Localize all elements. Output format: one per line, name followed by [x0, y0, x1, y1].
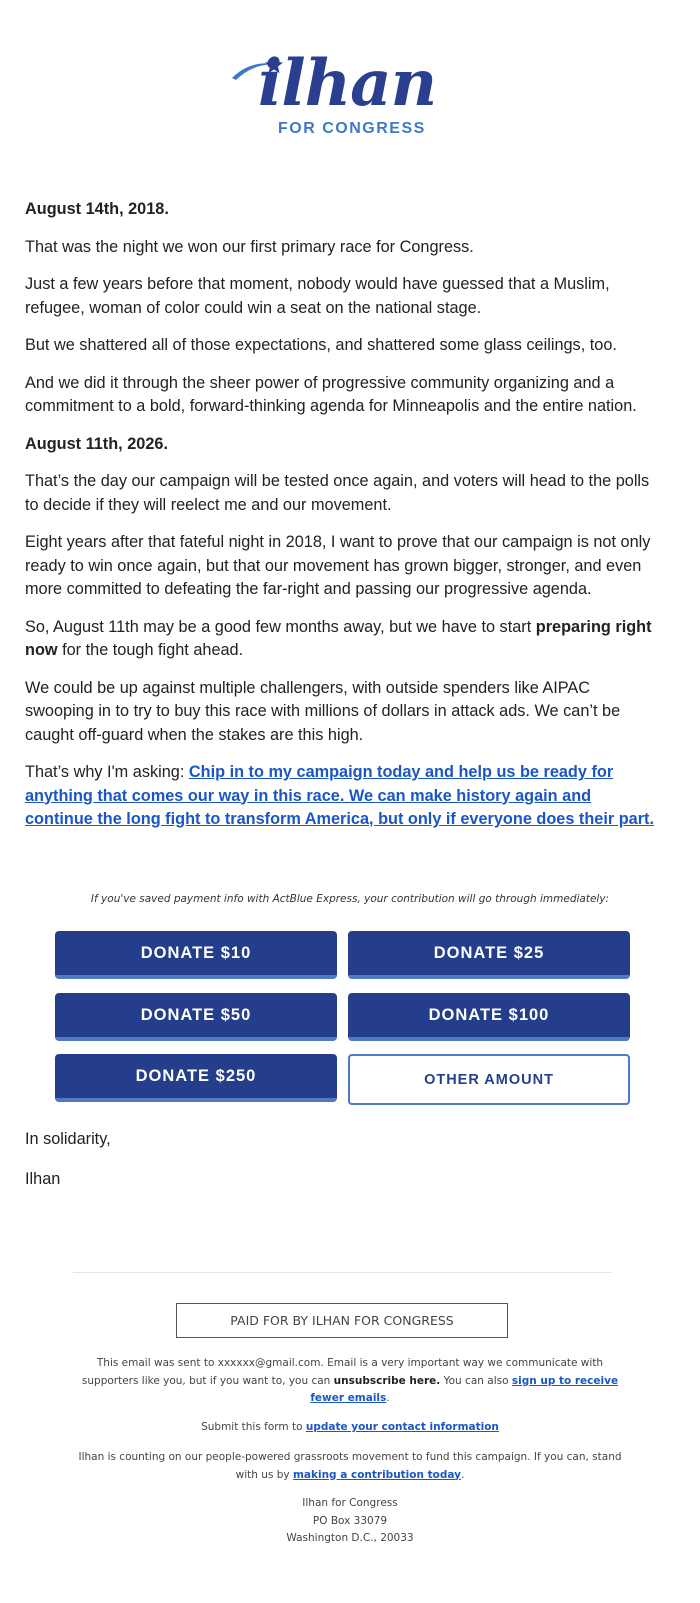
campaign-logo[interactable]: [230, 48, 470, 148]
paragraph: Eight years after that fateful night in 2018, I want to prove that our campaign is not only ready to win once again, but that our movement has grown bigger, stronger, and even more committed to defeating the far-right and passing our progressive agenda.: [25, 533, 651, 598]
address-line: Washington D.C., 20033: [286, 1532, 414, 1544]
address-line: PO Box 33079: [312, 1514, 388, 1527]
actblue-notice: If you've saved payment info with ActBlue Express, your contribution will go through immediately:: [90, 893, 610, 905]
chip-in-link[interactable]: Chip in to my campaign today and help us be ready for anything that comes our way in this race. We can make history again and continue the long fight to transform America, but only if everyone does their part.: [25, 763, 655, 828]
recipient-email: xxxxxx@gmail.com: [217, 1357, 321, 1369]
footer-address: [70, 1495, 630, 1548]
text: That’s why I'm asking:: [25, 763, 189, 781]
paragraph: And we did it through the sheer power of progressive community organizing and a commitment to a bold, forward-thinking agenda for Minneapolis and the entire nation.: [25, 373, 637, 415]
logo-subtitle: FOR CONGRESS: [278, 120, 426, 137]
unsubscribe-link[interactable]: unsubscribe here.: [333, 1374, 441, 1387]
donate-10-button[interactable]: DONATE $10: [55, 931, 337, 979]
text: Submit this form to: [201, 1421, 306, 1433]
donate-50-button[interactable]: DONATE $50: [55, 993, 337, 1041]
address-line: Ilhan for Congress: [302, 1497, 398, 1509]
donate-100-button[interactable]: DONATE $100: [348, 993, 630, 1041]
donate-25-button[interactable]: DONATE $25: [348, 931, 630, 979]
paragraph: We could be up against multiple challengers, with outside spenders like AIPAC swooping in to try to buy this race with millions of dollars in attack ads. We can’t be caught off-guard when the stakes are this high.: [25, 678, 621, 744]
other-amount-button[interactable]: OTHER AMOUNT: [348, 1054, 630, 1105]
contribution-link[interactable]: making a contribution today: [292, 1468, 461, 1481]
paragraph: That was the night we won our first primary race for Congress.: [25, 237, 474, 256]
text: So, August 11th may be a good few months away, but we have to start: [25, 617, 536, 636]
text: .: [460, 1468, 465, 1481]
paid-for-box: PAID FOR BY ILHAN FOR CONGRESS: [176, 1303, 508, 1338]
paragraph: [25, 761, 660, 832]
paragraph: Just a few years before that moment, nobody would have guessed that a Muslim, refugee, woman of color could win a seat on the national stage.: [25, 275, 610, 317]
text: Ilhan is counting on our people-powered grassroots movement to fund this campaign. If you can, stand with us by: [78, 1451, 622, 1481]
text: . Email is a very important way we communicate with supporters like you, but if you want to, you can: [81, 1357, 604, 1387]
paragraph: [25, 616, 660, 663]
footer-counting-notice: [70, 1449, 630, 1484]
footer-email-notice: [70, 1355, 630, 1408]
date-heading-2018: August 14th, 2018.: [25, 200, 169, 218]
text: This email was sent to: [96, 1357, 218, 1369]
logo-wordmark: ilhan: [258, 46, 437, 121]
text: You can also: [440, 1374, 512, 1387]
email-body: [25, 198, 660, 832]
signature-name: Ilhan: [25, 1170, 61, 1188]
footer-update-notice: [70, 1419, 630, 1437]
date-heading-2026: August 11th, 2026.: [25, 434, 168, 453]
fewer-emails-link[interactable]: sign up to receive fewer emails: [310, 1374, 619, 1404]
text: for the tough fight ahead.: [57, 641, 244, 659]
paragraph: But we shattered all of those expectations, and shattered some glass ceilings, too.: [25, 336, 617, 354]
text: .: [386, 1392, 390, 1404]
donate-250-button[interactable]: DONATE $250: [55, 1054, 337, 1102]
closing-text: In solidarity,: [25, 1130, 111, 1148]
update-contact-link[interactable]: update your contact information: [305, 1421, 499, 1433]
footer-divider: [73, 1272, 611, 1273]
bold-text: preparing right now: [25, 617, 652, 659]
paragraph: That’s the day our campaign will be tested once again, and voters will head to the polls to decide if they will reelect me and our movement.: [25, 472, 650, 514]
email-header: [0, 0, 700, 180]
